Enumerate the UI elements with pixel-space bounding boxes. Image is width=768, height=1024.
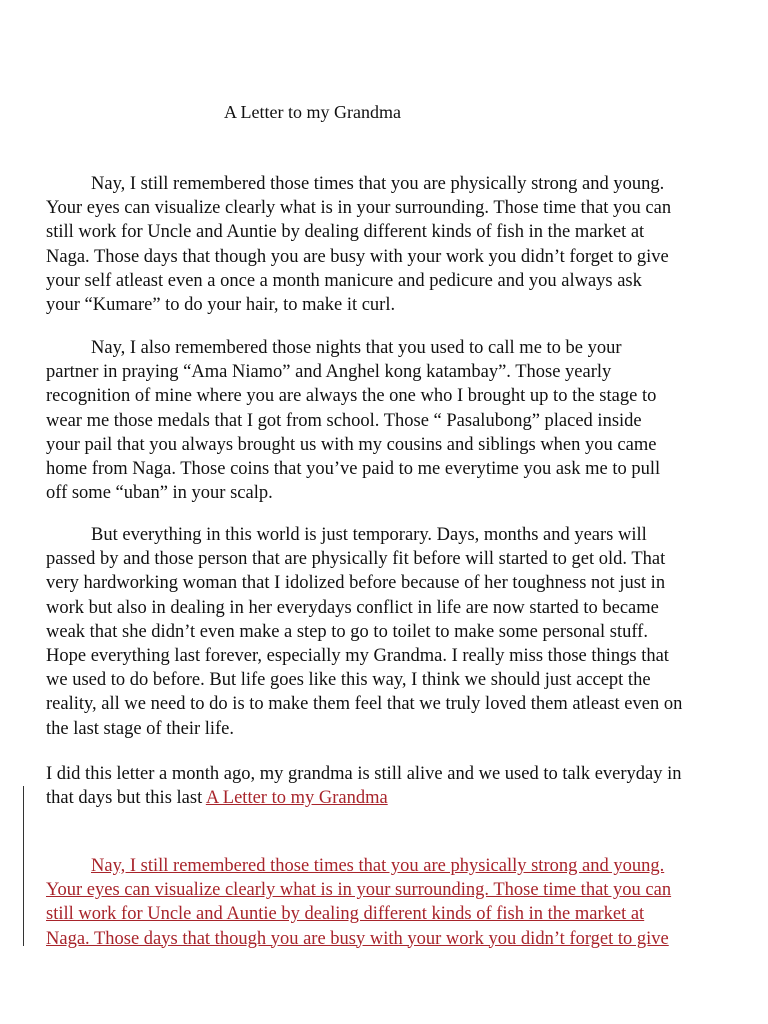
paragraph-3: [46, 523, 746, 741]
plain-text: that days but this last: [46, 788, 206, 809]
paragraph-line: reality, all we need to do is to make them feel that we truly loved them atleast even on: [46, 694, 683, 715]
paragraph-1: [46, 172, 746, 317]
tracked-insertion-line: still work for Uncle and Auntie by dealing different kinds of fish in the market at: [46, 904, 645, 925]
paragraph-line-mixed: [46, 786, 746, 810]
paragraph-5-tracked: [46, 854, 746, 951]
paragraph-line: partner in praying “Ama Niamo” and Anghel kong katambay”. Those yearly: [46, 362, 612, 383]
paragraph-line: Your eyes can visualize clearly what is in your surrounding. Those time that you can: [46, 198, 672, 219]
paragraph-line: wear me those medals that I got from school. Those “ Pasalubong” placed inside: [46, 410, 642, 431]
paragraph-line: I did this letter a month ago, my grandma is still alive and we used to talk everyday in: [46, 764, 682, 784]
letter-title: A Letter to my Grandma: [224, 102, 401, 122]
paragraph-line: your “Kumare” to do your hair, to make it curl.: [46, 295, 396, 316]
paragraph-line: home from Naga. Those coins that you’ve paid to me everytime you ask me to pull: [46, 459, 661, 480]
paragraph-line: recognition of mine where you are always the one who I brought up to the stage to: [46, 386, 657, 407]
paragraph-4: [46, 762, 746, 810]
paragraph-line: very hardworking woman that I idolized before because of her toughness not just in: [46, 573, 666, 594]
paragraph-2: [46, 336, 746, 505]
tracked-insertion-line: Your eyes can visualize clearly what is in your surrounding. Those time that you can: [46, 880, 672, 901]
tracked-insertion-line: Naga. Those days that though you are busy with your work you didn’t forget to give: [46, 928, 669, 949]
paragraph-line: Nay, I also remembered those nights that you used to call me to be your: [91, 338, 622, 358]
change-bar: [23, 786, 24, 946]
paragraph-line: your self atleast even a once a month manicure and pedicure and you always ask: [46, 270, 642, 291]
paragraph-line: off some “uban” in your scalp.: [46, 483, 273, 504]
paragraph-line: your pail that you always brought us with my cousins and siblings when you came: [46, 434, 657, 455]
paragraph-line: Hope everything last forever, especially my Grandma. I really miss those things that: [46, 646, 669, 667]
paragraph-line: still work for Uncle and Auntie by dealing different kinds of fish in the market at: [46, 222, 645, 243]
paragraph-line: Nay, I still remembered those times that you are physically strong and young.: [91, 174, 665, 194]
tracked-insertion-title: A Letter to my Grandma: [205, 788, 388, 809]
paragraph-line: But everything in this world is just temporary. Days, months and years will: [91, 525, 647, 545]
tracked-insertion-line: Nay, I still remembered those times that you are physically strong and young.: [91, 856, 665, 876]
paragraph-line: work but also in dealing in her everydays conflict in life are now started to became: [46, 597, 659, 618]
paragraph-line: passed by and those person that are physically fit before will started to get old. That: [46, 549, 666, 570]
paragraph-line: the last stage of their life.: [46, 718, 235, 739]
paragraph-line: weak that she didn’t even make a step to go to toilet to make some personal stuff.: [46, 621, 648, 642]
paragraph-line: we used to do before. But life goes like this way, I think we should just accept the: [46, 670, 651, 691]
paragraph-line: Naga. Those days that though you are busy with your work you didn’t forget to give: [46, 246, 669, 267]
